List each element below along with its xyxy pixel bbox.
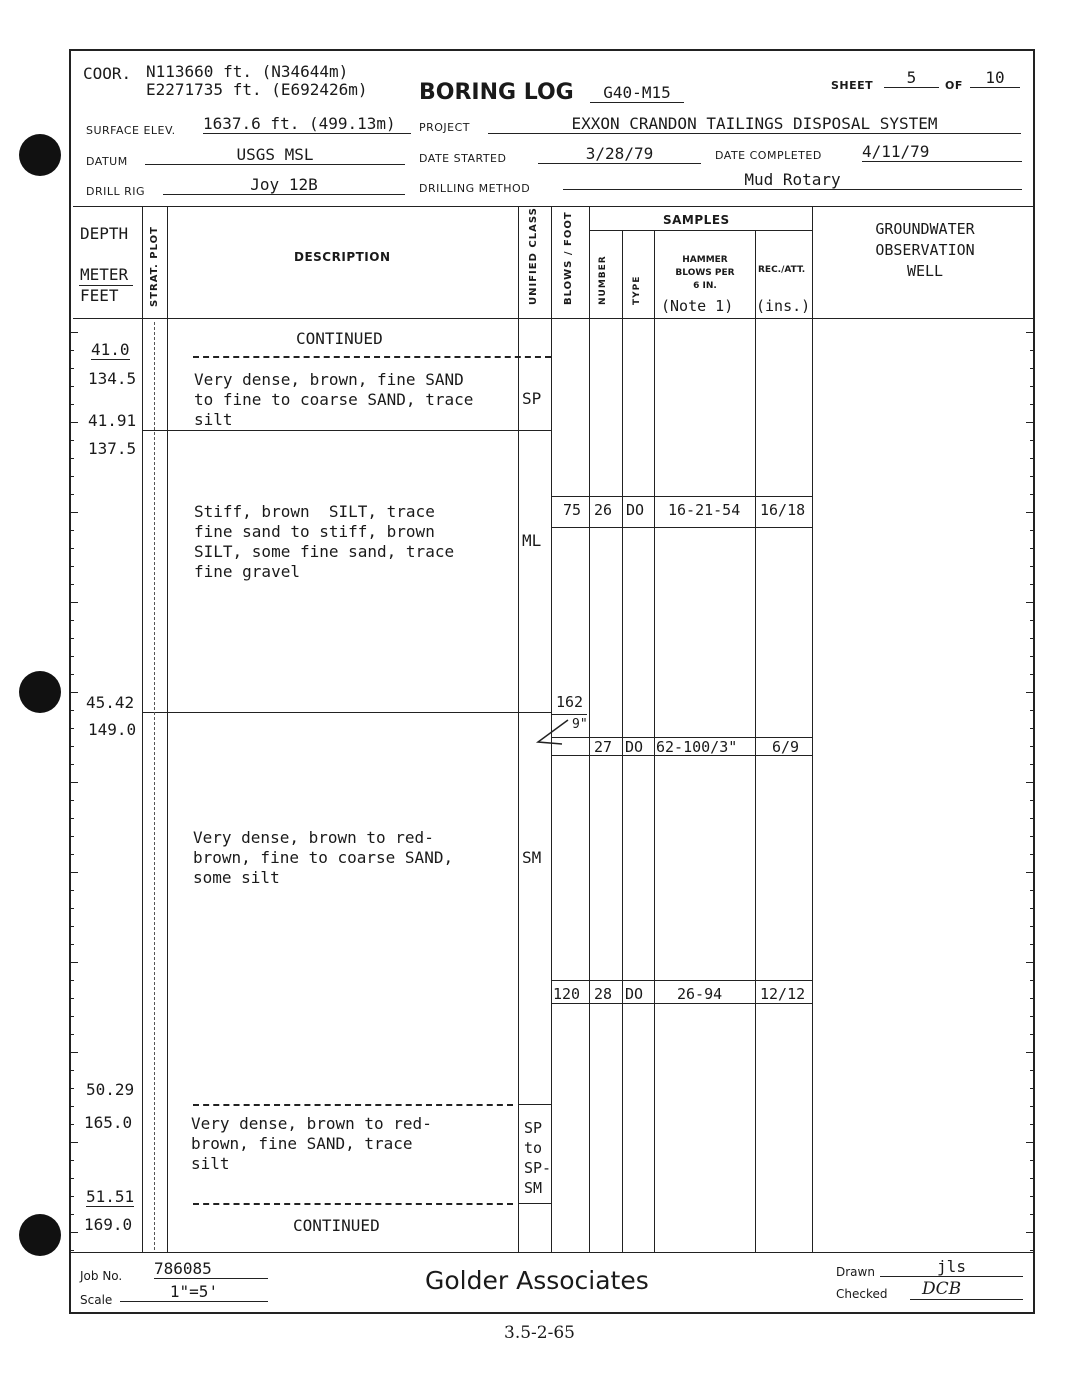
depth-tick <box>1030 368 1035 369</box>
depth-tick <box>69 836 74 837</box>
depth-tick <box>69 404 74 405</box>
depth-tick <box>69 1214 74 1215</box>
depth-tick <box>1030 926 1035 927</box>
stratum-class: ML <box>522 531 542 550</box>
col-line-type <box>654 230 655 1252</box>
depth-tick <box>69 1052 78 1053</box>
stratum-description: Very dense, brown to red- brown, fine to coarse SAND, some silt <box>193 828 454 887</box>
depth-tick <box>69 908 74 909</box>
sheet-total: 10 <box>970 68 1020 88</box>
depth-tick <box>69 1124 74 1125</box>
depth-tick <box>69 1250 74 1251</box>
col-feet: FEET <box>80 286 119 305</box>
depth-tick <box>69 890 74 891</box>
depth-tick <box>69 368 74 369</box>
depth-tick <box>69 1070 74 1071</box>
depth-feet: 137.5 <box>88 439 137 458</box>
col-samples: SAMPLES <box>663 213 730 227</box>
depth-tick <box>69 674 74 675</box>
arrow-marker <box>532 718 572 752</box>
sample-hammer: 62-100/3" <box>656 738 738 756</box>
depth-tick <box>1030 764 1035 765</box>
continued-label: CONTINUED <box>296 329 383 348</box>
col-unified-class: UNIFIED CLASS <box>528 207 539 305</box>
stratum-description: Very dense, brown, fine SAND to fine to coarse SAND, trace silt <box>194 370 474 429</box>
depth-tick <box>1026 1232 1035 1233</box>
stratum-description: Stiff, brown SILT, trace fine sand to stiff, brown SILT, some fine sand, trace fine gravel <box>194 502 455 581</box>
depth-tick <box>1030 890 1035 891</box>
col-number: NUMBER <box>598 255 608 305</box>
depth-tick <box>1026 872 1035 873</box>
col-line-desc <box>518 206 519 1252</box>
depth-tick <box>69 638 74 639</box>
sample-number: 27 <box>594 738 613 756</box>
depth-tick <box>1030 584 1035 585</box>
sample-type: DO <box>626 501 645 519</box>
job-no: 786085 <box>154 1259 268 1279</box>
depth-tick <box>1030 1070 1035 1071</box>
scale-label: Scale <box>80 1293 113 1307</box>
col-meter: METER <box>80 265 129 284</box>
depth-tick <box>69 476 74 477</box>
depth-tick <box>1030 944 1035 945</box>
drawn-by: jls <box>880 1257 1023 1277</box>
date-started: 3/28/79 <box>538 144 701 164</box>
depth-tick <box>69 1232 78 1233</box>
depth-tick <box>1030 728 1035 729</box>
boundary-solid <box>142 430 551 431</box>
sample-recovery: 12/12 <box>760 985 806 1003</box>
depth-tick <box>69 494 74 495</box>
sample-rule <box>551 496 812 497</box>
depth-tick <box>69 656 74 657</box>
depth-tick <box>1030 548 1035 549</box>
depth-meter: 41.91 <box>88 411 137 430</box>
depth-tick <box>1030 656 1035 657</box>
depth-tick <box>69 1016 74 1017</box>
coor-east: E2271735 ft. (E692426m) <box>146 80 368 99</box>
col-rec-att: REC./ATT. <box>758 265 806 275</box>
depth-tick <box>69 566 74 567</box>
depth-feet: 169.0 <box>84 1215 133 1234</box>
col-description: DESCRIPTION <box>294 250 391 264</box>
depth-tick <box>1030 1178 1035 1179</box>
depth-tick <box>1026 512 1035 513</box>
date-completed-label: DATE COMPLETED <box>715 149 822 162</box>
depth-tick <box>69 1160 74 1161</box>
depth-tick <box>1030 1088 1035 1089</box>
col-rec-unit: (ins.) <box>756 297 811 315</box>
depth-tick <box>1030 620 1035 621</box>
checked-by: DCB <box>910 1279 1023 1300</box>
boundary-dashed <box>193 1203 513 1205</box>
depth-tick <box>1030 1124 1035 1125</box>
sheet-label: SHEET <box>831 79 874 92</box>
boundary-solid <box>518 1104 551 1105</box>
boundary-solid <box>518 1203 551 1204</box>
sample-blows: 75 <box>563 501 582 519</box>
col-type: TYPE <box>632 275 642 305</box>
depth-tick <box>69 440 74 441</box>
depth-tick <box>1030 818 1035 819</box>
stratum-class: SP <box>522 389 542 408</box>
column-header-divider <box>73 318 1035 319</box>
sheet-no: 5 <box>884 68 939 88</box>
depth-tick <box>69 998 74 999</box>
depth-meter: 45.42 <box>86 693 135 712</box>
depth-tick <box>1030 854 1035 855</box>
depth-tick <box>1030 566 1035 567</box>
depth-tick <box>69 350 74 351</box>
depth-tick <box>1030 530 1035 531</box>
binder-hole-1 <box>19 134 61 176</box>
depth-tick <box>1030 386 1035 387</box>
boundary-dashed <box>193 1104 513 1106</box>
samples-header-divider <box>589 230 812 231</box>
depth-tick <box>69 602 78 603</box>
boundary-solid <box>142 712 551 713</box>
depth-tick <box>1030 980 1035 981</box>
depth-meter: 41.0 <box>91 340 130 359</box>
depth-tick <box>69 386 74 387</box>
depth-tick <box>1030 836 1035 837</box>
depth-tick <box>69 764 74 765</box>
header-divider <box>73 206 1035 207</box>
depth-tick <box>69 620 74 621</box>
depth-tick <box>69 332 78 333</box>
depth-tick <box>1026 1142 1035 1143</box>
sample-recovery: 16/18 <box>760 501 806 519</box>
sample-rule <box>551 527 812 528</box>
sample-blows: 162 <box>556 693 584 711</box>
depth-tick <box>69 800 74 801</box>
depth-tick <box>69 422 78 423</box>
datum-value: USGS MSL <box>145 145 405 165</box>
depth-tick <box>1030 1034 1035 1035</box>
checked-label: Checked <box>836 1287 888 1301</box>
continued-label: CONTINUED <box>293 1216 380 1235</box>
depth-tick <box>1030 476 1035 477</box>
depth-feet: 149.0 <box>88 720 137 739</box>
stratum-description: Very dense, brown to red- brown, fine SAND, trace silt <box>191 1114 432 1173</box>
depth-tick <box>1026 602 1035 603</box>
sample-type: DO <box>625 738 644 756</box>
depth-tick <box>1030 638 1035 639</box>
stratum-class: SM <box>522 848 542 867</box>
depth-tick <box>1030 350 1035 351</box>
depth-tick <box>69 548 74 549</box>
sample-blows-sub: 9" <box>572 717 588 732</box>
depth-tick <box>1030 1106 1035 1107</box>
log-title: BORING LOG <box>419 80 574 105</box>
footer-divider <box>69 1252 1035 1253</box>
depth-tick <box>69 512 78 513</box>
col-depth: DEPTH <box>80 224 129 243</box>
depth-meter: 50.29 <box>86 1080 135 1099</box>
depth-tick <box>69 1034 74 1035</box>
sample-number: 26 <box>594 501 613 519</box>
depth-tick <box>1030 674 1035 675</box>
sample-recovery: 6/9 <box>772 738 800 756</box>
depth-tick <box>69 872 78 873</box>
depth-tick <box>69 530 74 531</box>
depth-tick <box>1026 692 1035 693</box>
project-name: EXXON CRANDON TAILINGS DISPOSAL SYSTEM <box>488 114 1021 134</box>
surface-elev-label: SURFACE ELEV. <box>86 124 176 137</box>
depth-tick <box>1030 1016 1035 1017</box>
depth-meter: 51.51 <box>86 1187 135 1206</box>
drill-rig: Joy 12B <box>163 175 405 195</box>
depth-tick <box>69 1142 78 1143</box>
company-name: Golder Associates <box>425 1266 649 1295</box>
depth-tick <box>1030 494 1035 495</box>
depth-tick <box>1030 1196 1035 1197</box>
depth-tick <box>69 1196 74 1197</box>
depth-tick <box>1030 800 1035 801</box>
sample-blows: 120 <box>553 985 581 1003</box>
depth-feet: 134.5 <box>88 369 137 388</box>
depth-tick <box>69 710 74 711</box>
col-line-depth <box>142 206 143 1252</box>
depth-tick <box>1026 782 1035 783</box>
depth-tick <box>1026 962 1035 963</box>
depth-tick <box>1030 440 1035 441</box>
drilling-method: Mud Rotary <box>563 170 1022 190</box>
depth-tick <box>1026 1052 1035 1053</box>
date-completed: 4/11/79 <box>862 142 1022 162</box>
date-started-label: DATE STARTED <box>419 152 507 165</box>
depth-tick <box>69 728 74 729</box>
depth-tick <box>69 584 74 585</box>
depth-tick <box>69 458 74 459</box>
scale-value: 1"=5' <box>120 1282 268 1302</box>
col-line-strat <box>167 206 168 1252</box>
col-line-number <box>622 230 623 1252</box>
depth-tick <box>69 980 74 981</box>
col-strat-plot: STRAT. PLOT <box>149 226 160 307</box>
depth-tick <box>1030 1214 1035 1215</box>
page-number: 3.5-2-65 <box>504 1323 575 1343</box>
depth-tick <box>1030 404 1035 405</box>
datum-label: DATUM <box>86 155 128 168</box>
col-line-rec <box>812 206 813 1252</box>
depth-tick <box>1030 746 1035 747</box>
depth-tick <box>1030 458 1035 459</box>
depth-tick <box>1030 998 1035 999</box>
binder-hole-2 <box>19 671 61 713</box>
depth-tick <box>1026 422 1035 423</box>
depth-tick <box>69 782 78 783</box>
stratum-class: SP to SP- SM <box>524 1119 552 1197</box>
depth-tick <box>1026 332 1035 333</box>
depth-tick <box>69 926 74 927</box>
sample-rule <box>551 714 587 715</box>
depth-tick <box>69 692 78 693</box>
sample-rule <box>551 980 812 981</box>
sample-hammer: 16-21-54 <box>668 501 741 519</box>
depth-tick <box>69 1088 74 1089</box>
coor-label: COOR. <box>83 64 132 83</box>
col-hammer-note: (Note 1) <box>661 297 734 315</box>
depth-tick <box>69 1106 74 1107</box>
col-line-hammer <box>755 230 756 1252</box>
col-blows-foot: BLOWS / FOOT <box>563 211 574 305</box>
col-line-blows <box>589 206 590 1252</box>
strat-plot-line <box>154 322 155 1250</box>
depth-tick <box>69 854 74 855</box>
depth-tick <box>69 944 74 945</box>
job-no-label: Job No. <box>80 1269 123 1283</box>
drill-rig-label: DRILL RIG <box>86 185 146 198</box>
drawn-label: Drawn <box>836 1265 875 1279</box>
depth-tick <box>1030 908 1035 909</box>
depth-tick <box>1030 710 1035 711</box>
binder-hole-3 <box>19 1214 61 1256</box>
depth-tick <box>69 1178 74 1179</box>
boring-id: G40-M15 <box>590 83 684 103</box>
depth-tick <box>69 962 78 963</box>
project-label: PROJECT <box>419 121 471 134</box>
depth-tick <box>69 746 74 747</box>
depth-feet: 165.0 <box>84 1113 133 1132</box>
of-label: OF <box>945 79 963 92</box>
boundary-dashed <box>193 356 551 358</box>
coor-north: N113660 ft. (N34644m) <box>146 62 349 81</box>
surface-elev: 1637.6 ft. (499.13m) <box>203 114 411 134</box>
depth-tick <box>1030 1250 1035 1251</box>
sample-rule <box>551 1003 812 1004</box>
drilling-method-label: DRILLING METHOD <box>419 182 531 195</box>
sample-number: 28 <box>594 985 613 1003</box>
depth-tick <box>69 818 74 819</box>
depth-tick <box>1030 1160 1035 1161</box>
sample-type: DO <box>625 985 644 1003</box>
col-groundwater: GROUNDWATER OBSERVATION WELL <box>875 220 975 280</box>
col-hammer-blows: HAMMER BLOWS PER 6 IN. <box>675 255 735 291</box>
sample-hammer: 26-94 <box>677 985 723 1003</box>
